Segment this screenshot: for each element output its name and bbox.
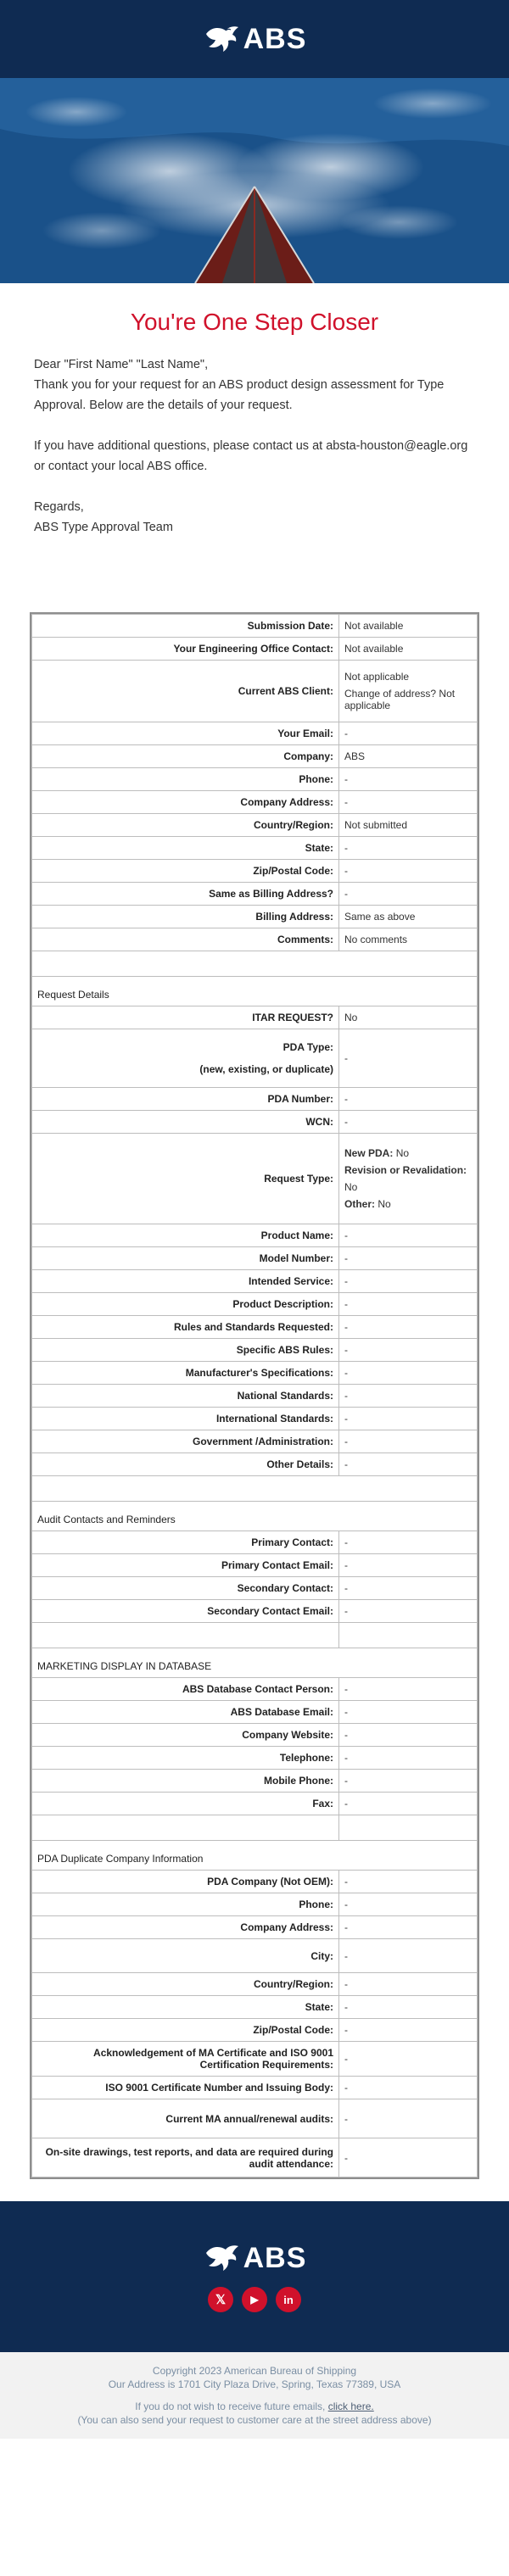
row-label: Primary Contact Email:	[32, 1554, 339, 1577]
row-label: Telephone:	[32, 1747, 339, 1770]
row-value: -	[339, 2019, 478, 2042]
table-row	[32, 906, 478, 928]
signature: ABS Type Approval Team	[34, 521, 173, 534]
table-row	[32, 745, 478, 768]
table-row	[32, 1724, 478, 1747]
table-row	[32, 1270, 478, 1293]
row-value: -	[339, 1385, 478, 1408]
table-row	[32, 1577, 478, 1600]
table-row	[32, 1893, 478, 1916]
change-of-address: Change of address? Not applicable	[344, 688, 456, 711]
table-row	[32, 1316, 478, 1339]
table-row	[32, 1996, 478, 2019]
table-row	[32, 1385, 478, 1408]
row-label: Submission Date:	[32, 615, 339, 638]
page-title: You're One Step Closer	[130, 309, 379, 335]
row-value: Not available	[339, 615, 478, 638]
row-label: Mobile Phone:	[32, 1770, 339, 1793]
table-row	[32, 1531, 478, 1554]
table-row	[32, 615, 478, 638]
row-label: PDA Company (Not OEM):	[32, 1871, 339, 1893]
table-row	[32, 1134, 478, 1224]
row-value: -	[339, 1871, 478, 1893]
table-row	[32, 1088, 478, 1111]
row-label: Product Name:	[32, 1224, 339, 1247]
table-row	[32, 1939, 478, 1973]
row-value: -	[339, 1362, 478, 1385]
row-value: -	[339, 1939, 478, 1973]
pda-type-label: PDA Type:	[282, 1041, 333, 1053]
row-value: No comments	[339, 928, 478, 951]
row-value: -	[339, 768, 478, 791]
table-row	[32, 2042, 478, 2077]
table-row	[32, 1453, 478, 1476]
revision-label: Revision or Revalidation:	[344, 1164, 467, 1176]
row-label: Country/Region:	[32, 814, 339, 837]
section-row	[32, 1841, 478, 1871]
eagle-icon	[203, 22, 242, 56]
row-value: -	[339, 1247, 478, 1270]
row-label	[32, 1029, 339, 1088]
row-value: -	[339, 1531, 478, 1554]
table-row	[32, 1554, 478, 1577]
row-label: Manufacturer's Specifications:	[32, 1362, 339, 1385]
logo-wordmark: ABS	[243, 2241, 307, 2274]
other-value: No	[378, 1198, 391, 1210]
table-row	[32, 2138, 478, 2177]
row-label: Company Address:	[32, 791, 339, 814]
unsubscribe-line	[17, 2400, 492, 2413]
row-label: Company:	[32, 745, 339, 768]
blank-row	[32, 1815, 478, 1841]
row-value: -	[339, 1793, 478, 1815]
row-label: National Standards:	[32, 1385, 339, 1408]
row-label: City:	[32, 1939, 339, 1973]
row-value: -	[339, 1770, 478, 1793]
section-heading-marketing-display: MARKETING DISPLAY IN DATABASE	[32, 1648, 478, 1678]
row-label: Current ABS Client:	[32, 661, 339, 722]
row-label: Company Website:	[32, 1724, 339, 1747]
email-footer	[0, 2201, 509, 2352]
greeting: Dear "First Name" "Last Name",	[34, 358, 209, 371]
row-label: ABS Database Email:	[32, 1701, 339, 1724]
row-label: Fax:	[32, 1793, 339, 1815]
row-label: Model Number:	[32, 1247, 339, 1270]
row-value: -	[339, 1996, 478, 2019]
eagle-icon	[203, 2241, 242, 2275]
row-value: -	[339, 1408, 478, 1430]
table-row	[32, 1430, 478, 1453]
row-label: Other Details:	[32, 1453, 339, 1476]
intro-text	[0, 336, 509, 538]
pda-type-hint: (new, existing, or duplicate)	[199, 1063, 333, 1075]
row-label: Phone:	[32, 768, 339, 791]
row-value: ABS	[339, 745, 478, 768]
row-value: Not submitted	[339, 814, 478, 837]
table-row	[32, 2019, 478, 2042]
hero-image-ship-bow	[0, 78, 509, 283]
client-status: Not applicable	[344, 671, 410, 683]
row-value: -	[339, 860, 478, 883]
row-label: Your Email:	[32, 722, 339, 745]
row-value: -	[339, 883, 478, 906]
row-value	[339, 661, 478, 722]
row-label: Primary Contact:	[32, 1531, 339, 1554]
table-row	[32, 1339, 478, 1362]
row-value: -	[339, 1916, 478, 1939]
row-label: Secondary Contact Email:	[32, 1600, 339, 1623]
table-row	[32, 837, 478, 860]
table-row	[32, 928, 478, 951]
row-value: -	[339, 722, 478, 745]
row-label: Government /Administration:	[32, 1430, 339, 1453]
section-row	[32, 977, 478, 1006]
intro-line-1: Thank you for your request for an ABS product design assessment for Type Approval. Below are the details of your request.	[34, 378, 445, 412]
row-value: -	[339, 2099, 478, 2138]
legal-footer	[0, 2352, 509, 2439]
row-value	[339, 1134, 478, 1224]
table-row	[32, 722, 478, 745]
row-value: -	[339, 1678, 478, 1701]
row-label: Zip/Postal Code:	[32, 860, 339, 883]
row-value: -	[339, 1430, 478, 1453]
table-row	[32, 661, 478, 722]
mailing-address: Our Address is 1701 City Plaza Drive, Spring, Texas 77389, USA	[108, 2378, 401, 2390]
row-label: Same as Billing Address?	[32, 883, 339, 906]
blank-row	[32, 1476, 478, 1502]
blank-row	[32, 951, 478, 977]
row-label: Phone:	[32, 1893, 339, 1916]
table-row	[32, 814, 478, 837]
row-label: WCN:	[32, 1111, 339, 1134]
row-value: -	[339, 1724, 478, 1747]
row-value: -	[339, 1453, 478, 1476]
request-details-table	[30, 612, 479, 2179]
table-row	[32, 2077, 478, 2099]
row-label: Your Engineering Office Contact:	[32, 638, 339, 661]
section-row	[32, 1502, 478, 1531]
row-label: ITAR REQUEST?	[32, 1006, 339, 1029]
row-label: State:	[32, 837, 339, 860]
row-value: -	[339, 1893, 478, 1916]
row-value: -	[339, 837, 478, 860]
abs-footer-logo[interactable]	[203, 2241, 307, 2275]
row-value: -	[339, 1747, 478, 1770]
customer-care-note: (You can also send your request to customer care at the street address above)	[77, 2414, 432, 2426]
table-row	[32, 1224, 478, 1247]
copyright: Copyright 2023 American Bureau of Shipping	[152, 2365, 357, 2377]
row-label: On-site drawings, test reports, and data are required during audit attendance:	[32, 2138, 339, 2177]
unsubscribe-link[interactable]: click here.	[327, 2400, 374, 2412]
section-row	[32, 1648, 478, 1678]
table-row	[32, 768, 478, 791]
row-value: -	[339, 1554, 478, 1577]
table-row	[32, 1600, 478, 1623]
row-value: No	[339, 1006, 478, 1029]
row-value: -	[339, 791, 478, 814]
row-value: -	[339, 2042, 478, 2077]
new-pda-label: New PDA:	[344, 1147, 394, 1159]
email-header	[0, 0, 509, 78]
table-row	[32, 1362, 478, 1385]
youtube-icon[interactable]: ▶	[242, 2287, 267, 2312]
row-value: -	[339, 1600, 478, 1623]
row-value: Same as above	[339, 906, 478, 928]
table-row	[32, 2099, 478, 2138]
section-heading-request-details: Request Details	[32, 977, 478, 1006]
row-value: -	[339, 1270, 478, 1293]
new-pda-value: No	[395, 1147, 410, 1159]
row-label: Billing Address:	[32, 906, 339, 928]
row-label: PDA Number:	[32, 1088, 339, 1111]
row-label: Company Address:	[32, 1916, 339, 1939]
row-value: -	[339, 1088, 478, 1111]
table-row	[32, 860, 478, 883]
row-value: -	[339, 2138, 478, 2177]
section-heading-audit-contacts: Audit Contacts and Reminders	[32, 1502, 478, 1531]
row-value: -	[339, 2077, 478, 2099]
row-value: -	[339, 1339, 478, 1362]
table-row	[32, 1111, 478, 1134]
row-value: -	[339, 1577, 478, 1600]
table-row	[32, 1029, 478, 1088]
linkedin-icon[interactable]: in	[276, 2287, 301, 2312]
abs-logo[interactable]	[203, 22, 307, 56]
section-heading-pda-duplicate: PDA Duplicate Company Information	[32, 1841, 478, 1871]
row-label: State:	[32, 1996, 339, 2019]
row-value: -	[339, 1029, 478, 1088]
logo-wordmark: ABS	[243, 22, 307, 55]
table-row	[32, 1916, 478, 1939]
row-value: -	[339, 1973, 478, 1996]
row-label: Request Type:	[32, 1134, 339, 1224]
social-links	[208, 2287, 301, 2312]
blank-row	[32, 1623, 478, 1648]
regards: Regards,	[34, 500, 84, 514]
table-row	[32, 1408, 478, 1430]
row-label: Specific ABS Rules:	[32, 1339, 339, 1362]
other-label: Other:	[344, 1198, 375, 1210]
table-row	[32, 791, 478, 814]
row-value: -	[339, 1701, 478, 1724]
table-row	[32, 1293, 478, 1316]
table-row	[32, 1247, 478, 1270]
table-row	[32, 1793, 478, 1815]
row-value: Not available	[339, 638, 478, 661]
revision-value: No	[344, 1181, 358, 1193]
table-row	[32, 883, 478, 906]
table-row	[32, 1747, 478, 1770]
row-label: ISO 9001 Certificate Number and Issuing Body:	[32, 2077, 339, 2099]
row-label: Comments:	[32, 928, 339, 951]
table-row	[32, 1678, 478, 1701]
x-icon[interactable]: 𝕏	[208, 2287, 233, 2312]
intro-line-2: If you have additional questions, please contact us at absta-houston@eagle.org or contact your local ABS office.	[34, 439, 468, 473]
row-value: -	[339, 1224, 478, 1247]
table-row	[32, 1006, 478, 1029]
row-label: ABS Database Contact Person:	[32, 1678, 339, 1701]
row-label: Secondary Contact:	[32, 1577, 339, 1600]
table-row	[32, 638, 478, 661]
row-value: -	[339, 1316, 478, 1339]
table-row	[32, 1770, 478, 1793]
row-label: Product Description:	[32, 1293, 339, 1316]
unsubscribe-text: If you do not wish to receive future emails,	[135, 2400, 326, 2412]
row-value: -	[339, 1293, 478, 1316]
row-label: Intended Service:	[32, 1270, 339, 1293]
row-label: Country/Region:	[32, 1973, 339, 1996]
table-row	[32, 1973, 478, 1996]
row-value: -	[339, 1111, 478, 1134]
row-label: Acknowledgement of MA Certificate and ISO 9001 Certification Requirements:	[32, 2042, 339, 2077]
row-label: Zip/Postal Code:	[32, 2019, 339, 2042]
table-row	[32, 1701, 478, 1724]
table-row	[32, 1871, 478, 1893]
row-label: Current MA annual/renewal audits:	[32, 2099, 339, 2138]
row-label: International Standards:	[32, 1408, 339, 1430]
row-label: Rules and Standards Requested:	[32, 1316, 339, 1339]
